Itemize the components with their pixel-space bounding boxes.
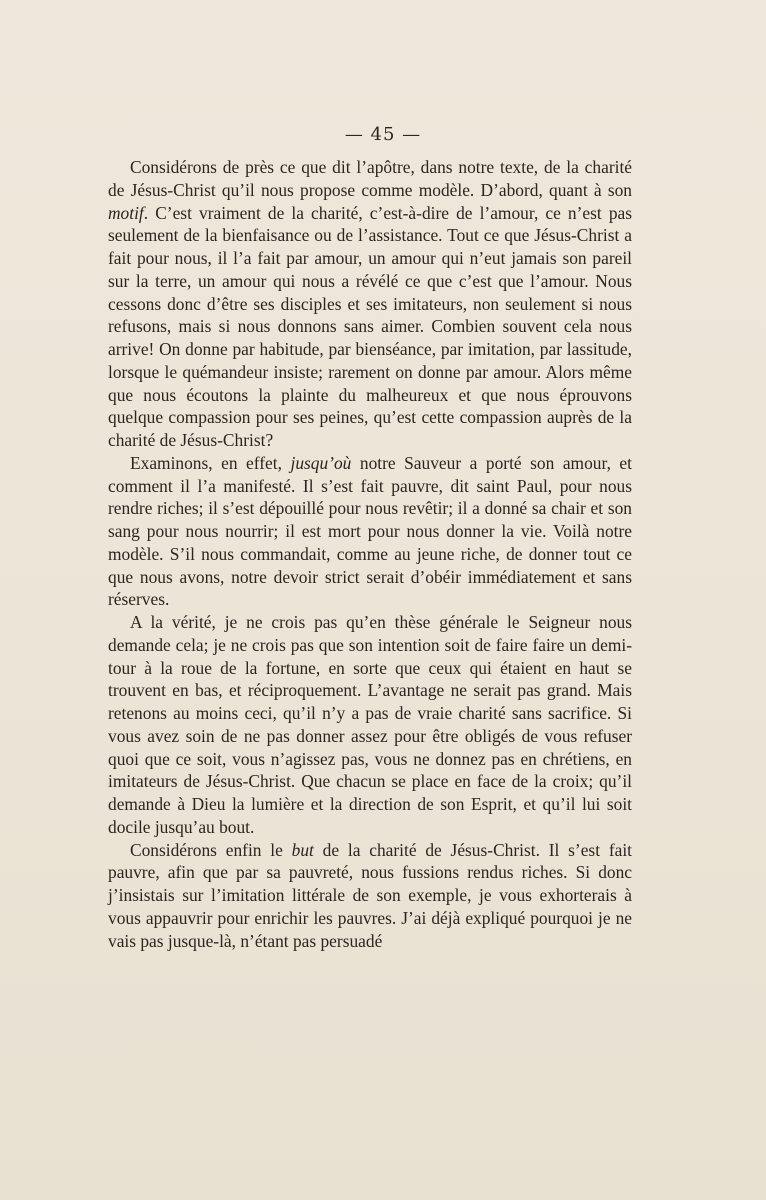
paragraph-but [108,839,632,953]
paragraph-text: . C’est vraiment de la charité, c’est-à-dire de l’amour, ce n’est pas seulement de la bienfaisance ou de l’assistance. Tout ce que Jésus-Christ a fait pour nous, il l’a fait par amour, un amour qui n’eut jamais son pareil sur la terre, un amour qui nous a révélé ce que c’est que l’amour. Nous cessons donc d’être ses disciples et ses imitateurs, non seulement si nous refusons, mais si nous donnons sans aimer. Combien souvent cela nous arrive! On donne par habitude, par bienséance, par imitation, par lassitude, lorsque le quémandeur insiste; rarement on donne par amour. Alors même que nous écoutons la plainte du malheureux et que nous éprouvons quelque compassion pour ses peines, qu’est cette compassion auprès de la charité de Jésus-Christ? [108,202,632,450]
paragraph-verite [108,611,632,839]
paragraph-jusquou [108,452,632,611]
paragraph-text: notre Sauveur a porté son amour, et comment il l’a manifesté. Il s’est fait pauvre, dit saint Paul, pour nous rendre riches; il s’est dépouillé pour nous revêtir; il a donné sa chair et son sang pour nous nourrir; il est mort pour nous donner la vie. Voilà notre modèle. S’il nous commandait, comme au jeune riche, de donner tout ce que nous avons, notre devoir strict serait d’obéir immédiatement et sans réserves. [108,452,632,610]
paragraph-text: Examinons, en effet, [130,452,291,473]
italic-word-but: but [291,839,314,860]
paragraph-text: Considérons de près ce que dit l’apôtre, dans notre texte, de la charité de Jésus-Christ qu’il nous propose comme modèle. D’abord, quant à son [108,157,632,200]
page-body [108,156,632,952]
paragraph-text: Considérons enfin le [130,839,292,860]
paragraph-text: A la vérité, je ne crois pas qu’en thèse générale le Seigneur nous demande cela; je ne crois pas que son intention soit de faire faire un demi-tour à la roue de la fortune, en sorte que ceux qui étaient en haut se trouvent en bas, et réciproquement. L’avantage ne serait pas grand. Mais retenons au moins ceci, qu’il n’y a pas de vraie charité sans sacrifice. Si vous avez soin de ne pas donner assez pour être obligés de vous refuser quoi que ce soit, vous n’agissez pas, vous ne donnez pas en chrétiens, en imitateurs de Jésus-Christ. Que chacun se place en face de la croix; qu’il demande à Dieu la lumière et la direction de son Esprit, et qu’il lui soit docile jusqu’au bout. [108,612,632,837]
paragraph-motif [108,156,632,452]
paragraph-text: de la charité de Jésus-Christ. Il s’est fait pauvre, afin que par sa pauvreté, nous fussions rendus riches. Si donc j’insistais sur l’imitation littérale de son exemple, je vous exhorterais à vous appauvrir pour enrichir les pauvres. J’ai déjà expliqué pourquoi je ne vais pas jusque-là, n’étant pas persuadé [108,839,633,951]
italic-word-jusquou: jusqu’où [290,452,352,473]
page-number: — 45 — [344,124,422,145]
italic-word-motif: motif [108,202,144,223]
